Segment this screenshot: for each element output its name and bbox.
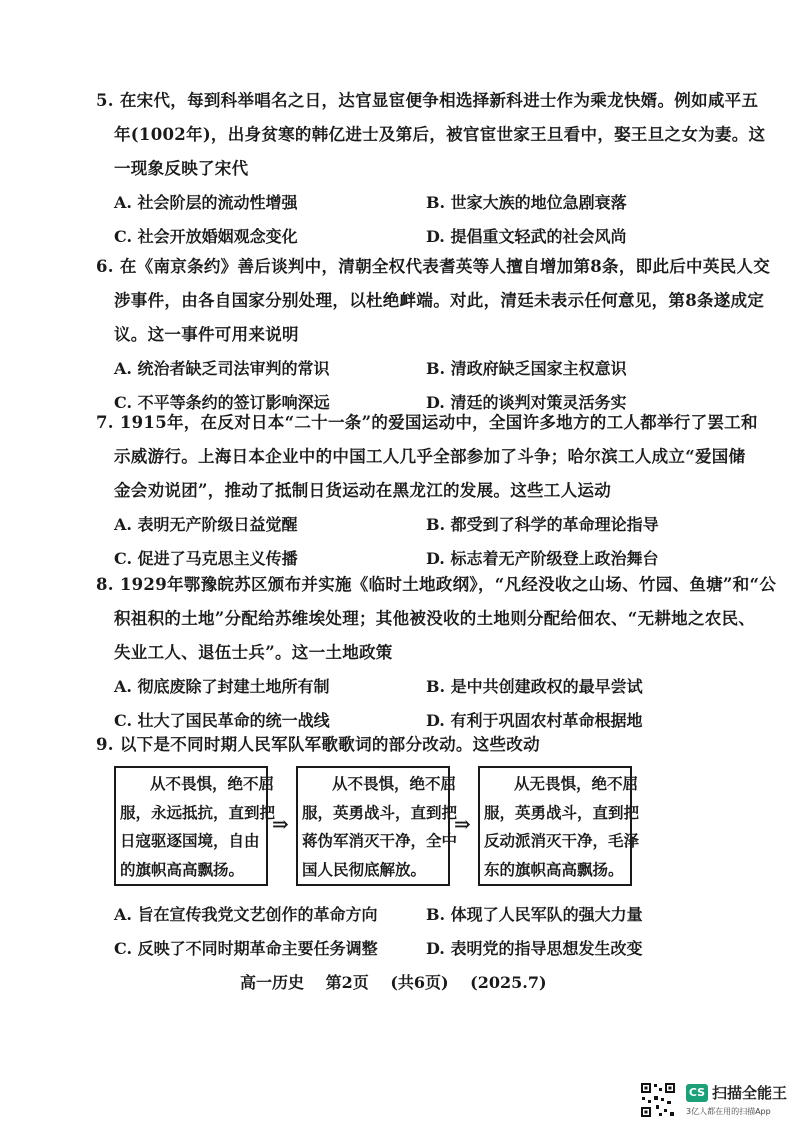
- lyrics-box-3: [478, 766, 640, 886]
- lyrics-line: 蒋伪军消灭干净，全中: [302, 831, 458, 850]
- option-d: D. 提倡重文轻武的社会风尚: [426, 227, 627, 246]
- footer-date: (2025.7): [470, 973, 547, 992]
- question-9: [96, 728, 696, 762]
- question-stem-line: 7. 1915年，在反对日本“二十一条”的爱国运动中，全国许多地方的工人都举行了罢工和: [96, 413, 758, 432]
- question-stem-line: 5. 在宋代，每到科举唱名之日，达官显宦便争相选择新科进士作为乘龙快婿。例如咸平五: [96, 91, 759, 110]
- option-d: D. 表明党的指导思想发生改变: [426, 939, 643, 958]
- lyrics-line: 国人民彻底解放。: [302, 859, 427, 879]
- page-footer: [240, 970, 563, 993]
- lyrics-line: 反动派消灭干净，毛泽: [484, 831, 640, 850]
- lyrics-line: 日寇驱逐国境，自由: [120, 831, 260, 850]
- option-a: A. 彻底废除了封建土地所有制: [114, 677, 330, 696]
- lyrics-line: 服，永远抵抗，直到把: [120, 802, 276, 822]
- lyrics-line: 从不畏惧，绝不屈: [332, 774, 457, 793]
- question-stem-line: 积祖积的土地”分配给苏维埃处理；其他被没收的土地则分配给佃农、“无耕地之农民、: [114, 609, 756, 628]
- question-stem-line: 示威游行。上海日本企业中的中国工人几乎全部参加了斗争；哈尔滨工人成立“爱国储: [114, 447, 746, 466]
- option-c: C. 反映了不同时期革命主要任务调整: [114, 939, 378, 958]
- option-a: A. 表明无产阶级日益觉醒: [114, 515, 298, 534]
- question-stem-line: 6. 在《南京条约》善后谈判中，清朝全权代表耆英等人擅自增加第8条，即此后中英民人交: [96, 257, 771, 276]
- footer-total: (共6页): [390, 973, 449, 992]
- question-9-options: [96, 898, 696, 966]
- lyrics-line: 东的旗帜高高飘扬。: [484, 859, 624, 879]
- question-stem-line: 年(1002年)，出身贫寒的韩亿进士及第后，被官宦世家王旦看中，娶王旦之女为妻。这: [114, 125, 766, 144]
- option-d: D. 清廷的谈判对策灵活务实: [426, 393, 627, 412]
- option-d: D. 标志着无产阶级登上政治舞台: [426, 549, 659, 568]
- lyrics-comparison: [114, 766, 654, 890]
- double-arrow-icon: ⇒: [272, 812, 289, 836]
- option-a: A. 社会阶层的流动性增强: [114, 193, 298, 212]
- question-stem-line: 8. 1929年鄂豫皖苏区颁布并实施《临时土地政纲》，“凡经没收之山场、竹园、鱼塘”和“公: [96, 575, 777, 594]
- lyrics-line: 服，英勇战斗，直到把: [484, 802, 640, 822]
- option-a: A. 统治者缺乏司法审判的常识: [114, 359, 330, 378]
- option-b: B. 是中共创建政权的最早尝试: [426, 677, 643, 696]
- option-b: B. 世家大族的地位急剧衰落: [426, 193, 627, 212]
- options: [114, 898, 696, 966]
- option-c: C. 社会开放婚姻观念变化: [114, 227, 298, 246]
- lyrics-box-2: [296, 766, 458, 886]
- lyrics-line: 的旗帜高高飘扬。: [120, 859, 245, 879]
- question-stem-line: 金会劝说团”，推动了抵制日货运动在黑龙江的发展。这些工人运动: [114, 481, 611, 500]
- camscanner-logo-icon: CS: [686, 1084, 708, 1102]
- question-stem-line: 失业工人、退伍士兵”。这一土地政策: [114, 643, 393, 662]
- option-a: A. 旨在宣传我党文艺创作的革命方向: [114, 905, 378, 924]
- qr-code-icon: [640, 1082, 676, 1118]
- question-stem-line: 一现象反映了宋代: [114, 159, 249, 178]
- footer-page: 第2页: [325, 973, 369, 992]
- scanner-brand: 扫描全能王: [712, 1084, 788, 1102]
- option-c: C. 促进了马克思主义传播: [114, 549, 298, 568]
- options: [114, 186, 696, 254]
- lyrics-line: 服，英勇战斗，直到把: [302, 802, 458, 822]
- footer-subject: 高一历史: [240, 973, 305, 992]
- double-arrow-icon: ⇒: [454, 812, 471, 836]
- option-b: B. 清政府缺乏国家主权意识: [426, 359, 627, 378]
- question-7: [96, 406, 758, 576]
- option-b: B. 都受到了科学的革命理论指导: [426, 515, 659, 534]
- question-8: [96, 568, 777, 738]
- lyrics-box-1: [114, 766, 276, 886]
- option-b: B. 体现了人民军队的强大力量: [426, 905, 643, 924]
- option-c: C. 壮大了国民革命的统一战线: [114, 711, 330, 730]
- options: [114, 508, 696, 576]
- question-stem-line: 议。这一事件可用来说明: [114, 325, 299, 344]
- question-stem-line: 9. 以下是不同时期人民军队军歌歌词的部分改动。这些改动: [96, 735, 540, 754]
- question-stem-line: 涉事件，由各自国家分别处理，以杜绝衅端。对此，清廷未表示任何意见，第8条遂成定: [114, 291, 765, 310]
- option-d: D. 有利于巩固农村革命根据地: [426, 711, 643, 730]
- question-6: [96, 250, 771, 420]
- option-c: C. 不平等条约的签订影响深远: [114, 393, 330, 412]
- scanner-tagline: 3亿人都在用的扫描App: [686, 1107, 771, 1116]
- lyrics-line: 从无畏惧，绝不屈: [514, 774, 639, 793]
- lyrics-line: 从不畏惧，绝不屈: [150, 774, 275, 793]
- question-5: [96, 84, 766, 254]
